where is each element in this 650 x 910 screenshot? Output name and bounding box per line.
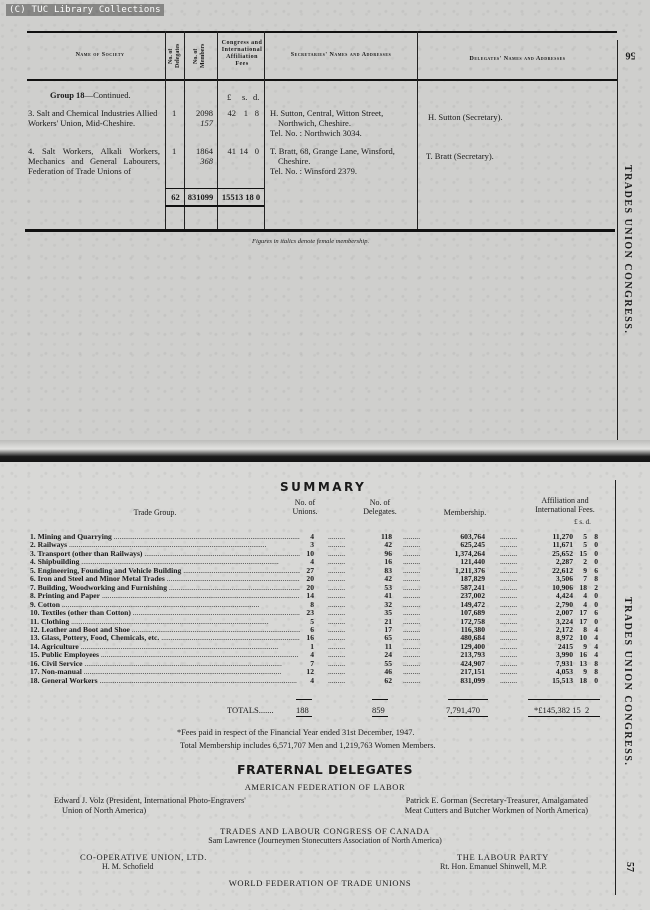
fees-shillings: 9 [583, 565, 587, 575]
header-secretaries: Secretaries' Names and Addresses [290, 52, 392, 58]
fees-pounds: 25,652 [552, 548, 573, 558]
fees-pence: 0 [594, 591, 598, 601]
afl-heading: AMERICAN FEDERATION OF LABOR [244, 782, 406, 792]
fees-pounds: 4,053 [555, 667, 573, 677]
fees-pounds: 8,972 [555, 633, 573, 643]
fees-shillings: 9 [583, 641, 587, 651]
unions-count: 16 [306, 633, 314, 643]
leader-dots: ......... [403, 540, 421, 550]
rule [528, 716, 600, 717]
leader-dots: ......... [328, 633, 346, 643]
unions-count: 14 [306, 591, 314, 601]
fees-pence: 4 [594, 641, 598, 651]
delegate-name: H. Sutton (Secretary). [428, 112, 503, 122]
trade-group-name: 6. Iron and Steel and Minor Metal Trades ..... [30, 575, 300, 583]
watermark: (C) TUC Library Collections [6, 4, 164, 16]
fees-pounds: 10,906 [552, 582, 573, 592]
leader-dots: ......... [328, 532, 346, 541]
delegates-count: 55 [384, 658, 392, 668]
unions-count: 4 [310, 532, 314, 541]
membership-value: 1,211,376 [455, 565, 485, 575]
fees-pence: 6 [594, 565, 598, 575]
secretary-tel: Tel. No. : Winsford 2379. [270, 166, 357, 176]
group-number: Group 18 [50, 90, 85, 100]
fees-pence: 0 [594, 599, 598, 609]
fees-shillings: 18 [579, 582, 587, 592]
running-title: TRADES UNION CONGRESS. [622, 165, 633, 335]
membership-value: 625,245 [460, 540, 485, 550]
delegates-count: 32 [384, 599, 392, 609]
fees-shillings: 5 [583, 540, 587, 550]
delegates-count: 1 [172, 108, 177, 118]
unions-count: 5 [310, 616, 314, 626]
wftu-heading: WORLD FEDERATION OF TRADE UNIONS [228, 878, 412, 888]
members-count: 2098 [196, 108, 213, 118]
trade-group-name: 5. Engineering, Founding and Vehicle Building ..... [30, 567, 300, 575]
leader-dots: ......... [328, 616, 346, 626]
fees-pounds: 3,506 [555, 574, 573, 584]
fees-pounds: 2,287 [555, 557, 573, 567]
secretary-tel: Tel. No. : Northwich 3034. [270, 128, 362, 138]
rule [448, 699, 488, 700]
rule [372, 716, 388, 717]
afl-left-line2: Union of North America) [62, 806, 147, 815]
header-no-of-delegates: No. of Delegates [168, 43, 181, 69]
leader-dots: ......... [500, 616, 518, 626]
col-unions: No. of Unions. [292, 498, 318, 516]
delegates-count: 42 [384, 574, 392, 584]
fees-pounds: 4,424 [555, 591, 573, 601]
fees-pounds: 11,671 [552, 540, 573, 550]
table-header-rule [27, 79, 617, 81]
leader-dots: ......... [328, 557, 346, 567]
unions-count: 6 [310, 624, 314, 634]
leader-dots: ......... [500, 624, 518, 634]
society-name: 4. Salt Workers, Alkali Workers, Mechanics and General Labourers, Federation of Trade Unions of [28, 146, 160, 176]
membership-value: 603,764 [460, 532, 485, 541]
fees-pounds: 2,790 [555, 599, 573, 609]
leader-dots: ......... [328, 608, 346, 618]
leader-dots: ......... [328, 641, 346, 651]
leader-dots: ......... [403, 557, 421, 567]
female-members: 157 [200, 118, 213, 128]
leader-dots: ......... [328, 582, 346, 592]
table-bottom-rule [25, 229, 615, 232]
col-fees: Affiliation and International Fees. [535, 496, 595, 514]
delegates-count: 17 [384, 624, 392, 634]
fees-shillings: 4 [583, 599, 587, 609]
members-count: 1864 [196, 146, 213, 156]
unions-count: 3 [310, 540, 314, 550]
fee-pounds: 42 [227, 108, 236, 118]
unions-count: 8 [310, 599, 314, 609]
membership-value: 129,400 [460, 641, 485, 651]
membership-value: 587,241 [460, 582, 485, 592]
leader-dots: ......... [403, 675, 421, 685]
fees-pounds: 2,007 [555, 608, 573, 618]
fees-shillings: 17 [579, 608, 587, 618]
fees-shillings: 13 [579, 658, 587, 668]
coop-heading: CO-OPERATIVE UNION, LTD. [80, 852, 207, 862]
fees-shillings: 15 [579, 548, 587, 558]
delegates-count: 35 [384, 608, 392, 618]
unions-count: 7 [310, 658, 314, 668]
leader-dots: ......... [403, 565, 421, 575]
fees-pounds: 7,931 [555, 658, 573, 668]
trade-group-name: 1. Mining and Quarrying ..... [30, 533, 300, 541]
membership-value: 213,793 [460, 650, 485, 660]
leader-dots: ......... [500, 548, 518, 558]
leader-dots: ......... [328, 650, 346, 660]
membership-value: 116,380 [460, 624, 485, 634]
leader-dots: ......... [403, 599, 421, 609]
membership-value: 187,829 [460, 574, 485, 584]
delegates-count: 53 [384, 582, 392, 592]
fees-pence: 0 [594, 675, 598, 685]
fees-pounds: 15,513 [552, 675, 573, 685]
leader-dots: ......... [500, 599, 518, 609]
fees-pounds: 3,990 [555, 650, 573, 660]
leader-dots: ......... [403, 582, 421, 592]
delegates-count: 16 [384, 557, 392, 567]
leader-dots: ......... [328, 548, 346, 558]
afl-delegate-gorman [352, 796, 588, 816]
totals-top-rule [165, 188, 264, 189]
fees-shillings: 2 [583, 557, 587, 567]
leader-dots: ......... [500, 633, 518, 643]
leader-dots: ......... [500, 591, 518, 601]
labour-heading: THE LABOUR PARTY [457, 852, 549, 862]
leader-dots: ......... [403, 616, 421, 626]
delegates-count: 21 [384, 616, 392, 626]
trade-group-name: 15. Public Employees ..... [30, 651, 300, 659]
delegates-count: 24 [384, 650, 392, 660]
leader-dots: ......... [328, 565, 346, 575]
membership-value: 831,099 [460, 675, 485, 685]
fees-pence: 2 [594, 582, 598, 592]
afl-left-line1: Edward J. Volz (President, International Photo-Engravers' [54, 796, 246, 805]
delegates-count: 42 [384, 540, 392, 550]
leader-dots: ......... [403, 548, 421, 558]
col-trade-group: Trade Group. [133, 508, 177, 517]
delegates-count: 41 [384, 591, 392, 601]
unions-count: 10 [306, 548, 314, 558]
leader-dots: ......... [328, 658, 346, 668]
leader-dots: ......... [500, 557, 518, 567]
leader-dots: ......... [500, 565, 518, 575]
leader-dots: ......... [403, 658, 421, 668]
secretary-address: T. Bratt, 68, Grange Lane, Winsford, [270, 146, 395, 156]
leader-dots: ......... [328, 667, 346, 677]
leader-dots: ......... [403, 633, 421, 643]
leader-dots: ......... [328, 591, 346, 601]
summary-title: SUMMARY [280, 480, 367, 494]
fees-pence: 8 [594, 532, 598, 541]
leader-dots: ......... [403, 591, 421, 601]
labour-delegate: Rt. Hon. Emanuel Shinwell, M.P. [440, 862, 547, 871]
trade-group-name: 11. Clothing ..... [30, 618, 300, 626]
unions-count: 23 [306, 608, 314, 618]
membership-value: 217,151 [460, 667, 485, 677]
fees-pence: 0 [594, 548, 598, 558]
col-delegates: No. of Delegates. [363, 498, 397, 516]
unions-count: 20 [306, 582, 314, 592]
rule [296, 716, 312, 717]
trade-group-name: 9. Cotton ..... [30, 601, 300, 609]
fees-pence: 8 [594, 667, 598, 677]
fees-shillings: 9 [583, 667, 587, 677]
page-number: 57 [624, 862, 635, 872]
trade-group-name: 3. Transport (other than Railways) ..... [30, 550, 300, 558]
totals-label: TOTALS....... [227, 705, 274, 715]
fees-pence: 0 [594, 557, 598, 567]
totals-unions: 188 [296, 705, 309, 715]
group-total-fees: 15513 18 0 [221, 192, 261, 202]
membership-value: 480,684 [460, 633, 485, 643]
group-total-members: 831099 [187, 192, 214, 202]
header-affiliation-fees: Congress and International Affiliation Fees [221, 40, 263, 67]
delegate-name: T. Bratt (Secretary). [426, 151, 494, 161]
fees-pence: 4 [594, 633, 598, 643]
fees-pence: 0 [594, 540, 598, 550]
header-no-of-members: No. of Members [193, 43, 206, 69]
page-margin-rule [617, 40, 618, 440]
fees-pounds: 22,612 [552, 565, 573, 575]
female-members: 368 [200, 156, 213, 166]
col-divider [165, 31, 166, 231]
leader-dots: ......... [403, 641, 421, 651]
leader-dots: ......... [403, 608, 421, 618]
leader-dots: ......... [500, 675, 518, 685]
unions-count: 27 [306, 565, 314, 575]
leader-dots: ......... [500, 540, 518, 550]
delegates-count: 46 [384, 667, 392, 677]
unions-count: 4 [310, 650, 314, 660]
col-divider [417, 31, 418, 231]
leader-dots: ......... [500, 667, 518, 677]
trade-group-name: 12. Leather and Boot and Shoe ..... [30, 626, 300, 634]
fees-shillings: 4 [583, 591, 587, 601]
afl-delegate-volz [54, 796, 246, 816]
fees-pounds: 2,172 [555, 624, 573, 634]
totals-delegates: 859 [372, 705, 385, 715]
fees-pounds: 11,270 [552, 532, 573, 541]
delegates-count: 62 [384, 675, 392, 685]
note-membership: Total Membership includes 6,571,707 Men and 1,219,763 Women Members. [180, 741, 436, 750]
canada-heading: TRADES AND LABOUR CONGRESS OF CANADA [220, 826, 430, 836]
fees-pence: 4 [594, 650, 598, 660]
membership-value: 121,440 [460, 557, 485, 567]
leader-dots: ......... [403, 532, 421, 541]
trade-group-name: 2. Railways ..... [30, 541, 300, 549]
unions-count: 12 [306, 667, 314, 677]
afl-right-line1: Patrick E. Gorman (Secretary-Treasurer, Amalgamated [405, 796, 588, 805]
canada-delegate: Sam Lawrence (Journeymen Stonecutters Association of North America) [208, 836, 442, 845]
leader-dots: ......... [500, 574, 518, 584]
fee-pence: 0 [254, 146, 259, 156]
unions-count: 4 [310, 557, 314, 567]
fees-shillings: 18 [579, 675, 587, 685]
leader-dots: ......... [500, 532, 518, 541]
totals-fees: *£145,382 15 2 [534, 705, 590, 715]
membership-value: 172,758 [460, 616, 485, 626]
unions-count: 20 [306, 574, 314, 584]
leader-dots: ......... [500, 582, 518, 592]
leader-dots: ......... [403, 667, 421, 677]
trade-group-name: 13. Glass, Pottery, Food, Chemicals, etc. ..... [30, 634, 300, 642]
group-total-delegates: 62 [171, 192, 180, 202]
trade-group-name: 16. Civil Service ..... [30, 660, 300, 668]
membership-value: 107,689 [460, 608, 485, 618]
delegates-count: 118 [381, 532, 392, 541]
rule [296, 699, 312, 700]
footnote-female: Figures in italics denote female membership. [252, 238, 370, 245]
col-fees-units: £ s. d. [574, 518, 591, 526]
leader-dots: ......... [500, 641, 518, 651]
unions-count: 4 [310, 675, 314, 685]
trade-group-name: 10. Textiles (other than Cotton) ..... [30, 609, 300, 617]
trade-group-name: 14. Agriculture ..... [30, 643, 300, 651]
leader-dots: ......... [403, 650, 421, 660]
leader-dots: ......... [328, 540, 346, 550]
rule [372, 699, 388, 700]
leader-dots: ......... [500, 608, 518, 618]
fraternal-title: FRATERNAL DELEGATES [237, 762, 413, 777]
trade-group-name: 7. Building, Woodworking and Furnishing ..... [30, 584, 300, 592]
membership-value: 149,472 [460, 599, 485, 609]
fees-shillings: 5 [583, 532, 587, 541]
trade-group-name: 8. Printing and Paper ..... [30, 592, 300, 600]
membership-value: 237,002 [460, 591, 485, 601]
summary-row [30, 677, 602, 685]
leader-dots: ......... [328, 624, 346, 634]
fees-pence: 4 [594, 624, 598, 634]
secretary-town: Northwich, Cheshire. [278, 118, 351, 128]
leader-dots: ......... [403, 624, 421, 634]
rule [448, 716, 488, 717]
col-membership: Membership. [443, 508, 487, 517]
fees-shillings: 17 [579, 616, 587, 626]
delegates-count: 11 [384, 641, 392, 651]
membership-value: 1,374,264 [454, 548, 485, 558]
fees-pence: 8 [594, 658, 598, 668]
currency-pence: d. [253, 92, 260, 102]
fees-pence: 6 [594, 608, 598, 618]
running-title: TRADES UNION CONGRESS. [622, 597, 633, 767]
fees-pence: 0 [594, 616, 598, 626]
leader-dots: ......... [328, 599, 346, 609]
fee-pounds: 41 [227, 146, 236, 156]
header-delegates-names: Delegates' Names and Addresses [469, 56, 566, 62]
page-number: 56 [625, 49, 636, 61]
trade-group-name: 17. Non-manual ..... [30, 668, 300, 676]
membership-value: 424,907 [460, 658, 485, 668]
delegates-count: 65 [384, 633, 392, 643]
coop-delegate: H. M. Schofield [102, 862, 154, 871]
leader-dots: ......... [328, 574, 346, 584]
secretary-address: H. Sutton, Central, Witton Street, [270, 108, 384, 118]
header-name-of-society: Name of Society [75, 52, 125, 58]
trade-group-name: 18. General Workers ..... [30, 677, 300, 685]
totals-bottom-rule [165, 205, 264, 207]
fees-shillings: 16 [579, 650, 587, 660]
fee-pence: 8 [254, 108, 259, 118]
leader-dots: ......... [403, 574, 421, 584]
trade-group-name: 4. Shipbuilding ..... [30, 558, 300, 566]
currency-pounds: £ [227, 92, 232, 102]
delegates-count: 1 [172, 146, 177, 156]
fees-pounds: 2415 [557, 641, 573, 651]
fee-shillings: 14 [239, 146, 248, 156]
fees-pence: 8 [594, 574, 598, 584]
note-fees: *Fees paid in respect of the Financial Year ended 31st December, 1947. [177, 728, 415, 737]
leader-dots: ......... [328, 675, 346, 685]
col-divider [264, 31, 265, 231]
fee-shillings: 1 [243, 108, 248, 118]
table-top-rule [27, 31, 617, 33]
secretary-town: Cheshire. [278, 156, 311, 166]
fees-shillings: 10 [579, 633, 587, 643]
group-heading [50, 90, 131, 100]
group-continued: —Continued. [84, 90, 131, 100]
fees-pounds: 3,224 [555, 616, 573, 626]
leader-dots: ......... [500, 658, 518, 668]
afl-right-line2: Meat Cutters and Butcher Workmen of North America) [404, 806, 588, 815]
fees-shillings: 8 [583, 624, 587, 634]
currency-shillings: s. [242, 92, 248, 102]
rule [528, 699, 600, 700]
delegates-count: 96 [384, 548, 392, 558]
society-name: 3. Salt and Chemical Industries Allied Workers' Union, Mid-Cheshire. [28, 108, 158, 128]
totals-membership: 7,791,470 [446, 705, 480, 715]
unions-count: 1 [310, 641, 314, 651]
leader-dots: ......... [500, 650, 518, 660]
fees-shillings: 7 [583, 574, 587, 584]
delegates-count: 83 [384, 565, 392, 575]
